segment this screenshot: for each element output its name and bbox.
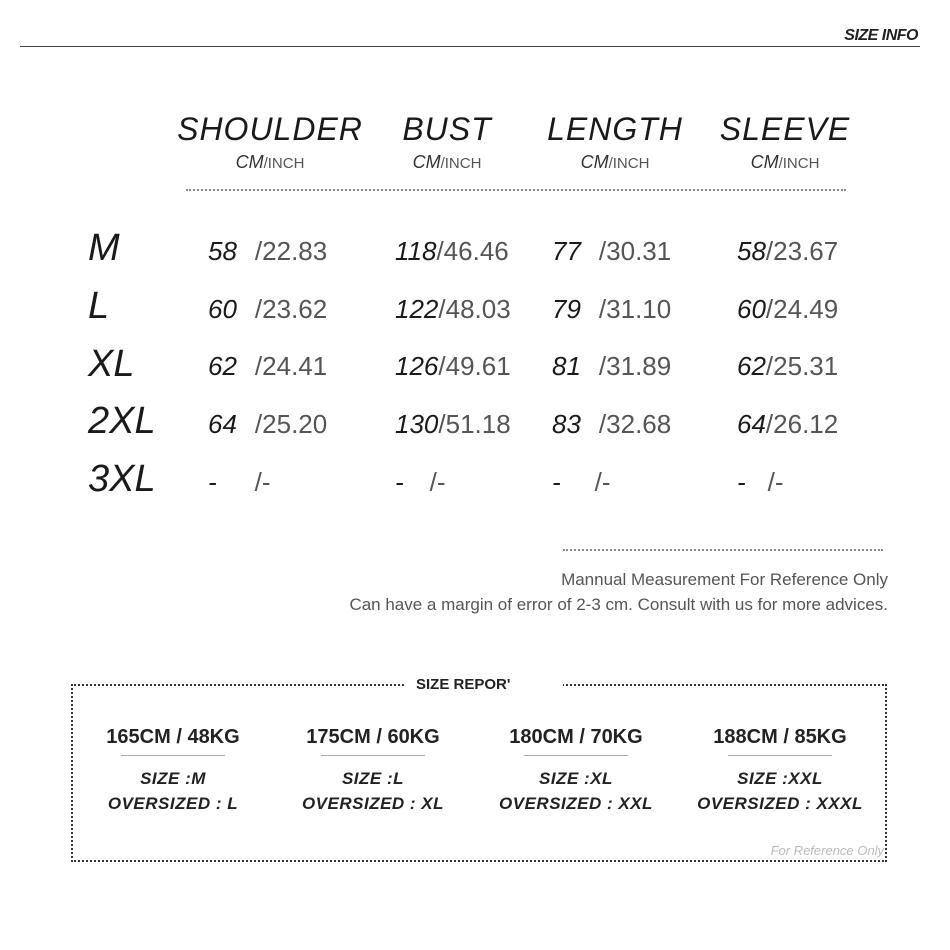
table-cell: 60 /23.62 bbox=[208, 294, 328, 324]
height-weight: 188CM / 85KG bbox=[713, 726, 847, 748]
note-dotted-divider bbox=[563, 549, 883, 551]
column-unit: CM/INCH bbox=[580, 152, 650, 172]
report-divider bbox=[524, 755, 628, 756]
reference-footnote: For Reference Only bbox=[770, 843, 884, 858]
height-weight: 165CM / 48KG bbox=[106, 726, 240, 748]
header-dotted-divider bbox=[186, 189, 846, 191]
table-cell: - /- bbox=[208, 467, 271, 497]
column-name: LENGTH bbox=[547, 111, 683, 147]
height-weight: 175CM / 60KG bbox=[306, 726, 440, 748]
column-unit: CM/INCH bbox=[412, 152, 482, 172]
recommended-size: SIZE :XL bbox=[539, 769, 613, 788]
oversized-size: OVERSIZED : L bbox=[107, 794, 239, 813]
oversized-size: OVERSIZED : XXXL bbox=[697, 794, 863, 813]
size-label-m: M bbox=[88, 227, 120, 269]
table-cell: 60/24.49 bbox=[737, 294, 839, 324]
height-weight: 180CM / 70KG bbox=[509, 726, 643, 748]
size-label-2xl: 2XL bbox=[88, 400, 156, 442]
size-report-title: SIZE REPOR' bbox=[416, 676, 511, 693]
table-cell: - /- bbox=[737, 467, 784, 497]
report-item bbox=[273, 726, 473, 816]
table-cell: 77 /30.31 bbox=[552, 236, 672, 266]
page-title: SIZE INFO bbox=[844, 27, 918, 44]
recommended-size: SIZE :M bbox=[140, 769, 206, 788]
table-cell: 64/26.12 bbox=[737, 409, 839, 439]
size-label-3xl: 3XL bbox=[88, 458, 156, 500]
column-header-sleeve bbox=[685, 110, 885, 173]
column-header-shoulder bbox=[170, 110, 370, 173]
report-divider bbox=[121, 755, 225, 756]
table-cell: - /- bbox=[552, 467, 611, 497]
table-cell: 79 /31.10 bbox=[552, 294, 672, 324]
column-unit: CM/INCH bbox=[750, 152, 820, 172]
table-cell: 64 /25.20 bbox=[208, 409, 328, 439]
table-cell: 58/23.67 bbox=[737, 236, 839, 266]
oversized-size: OVERSIZED : XXL bbox=[499, 794, 653, 813]
report-item bbox=[73, 726, 273, 816]
size-label-xl: XL bbox=[88, 343, 135, 385]
column-name: SHOULDER bbox=[177, 111, 363, 147]
table-cell: 118/46.46 bbox=[395, 236, 509, 266]
report-item bbox=[476, 726, 676, 816]
table-cell: 62/25.31 bbox=[737, 351, 839, 381]
recommended-size: SIZE :XXL bbox=[737, 769, 823, 788]
report-item bbox=[680, 726, 880, 816]
measurement-note: Mannual Measurement For Reference Only bbox=[561, 570, 888, 589]
report-divider bbox=[728, 755, 832, 756]
table-cell: 58 /22.83 bbox=[208, 236, 328, 266]
table-cell: 83 /32.68 bbox=[552, 409, 672, 439]
header-divider bbox=[20, 46, 920, 47]
table-cell: 126/49.61 bbox=[395, 351, 511, 381]
column-name: SLEEVE bbox=[719, 111, 851, 147]
table-cell: - /- bbox=[395, 467, 446, 497]
column-unit: CM/INCH bbox=[235, 152, 305, 172]
column-name: BUST bbox=[402, 111, 492, 147]
oversized-size: OVERSIZED : XL bbox=[301, 794, 445, 813]
report-divider bbox=[321, 755, 425, 756]
table-cell: 62 /24.41 bbox=[208, 351, 328, 381]
table-cell: 122/48.03 bbox=[395, 294, 511, 324]
table-cell: 81 /31.89 bbox=[552, 351, 672, 381]
recommended-size: SIZE :L bbox=[341, 769, 405, 788]
margin-note: Can have a margin of error of 2-3 cm. Consult with us for more advices. bbox=[349, 595, 888, 614]
table-cell: 130/51.18 bbox=[395, 409, 511, 439]
size-label-l: L bbox=[88, 285, 110, 327]
